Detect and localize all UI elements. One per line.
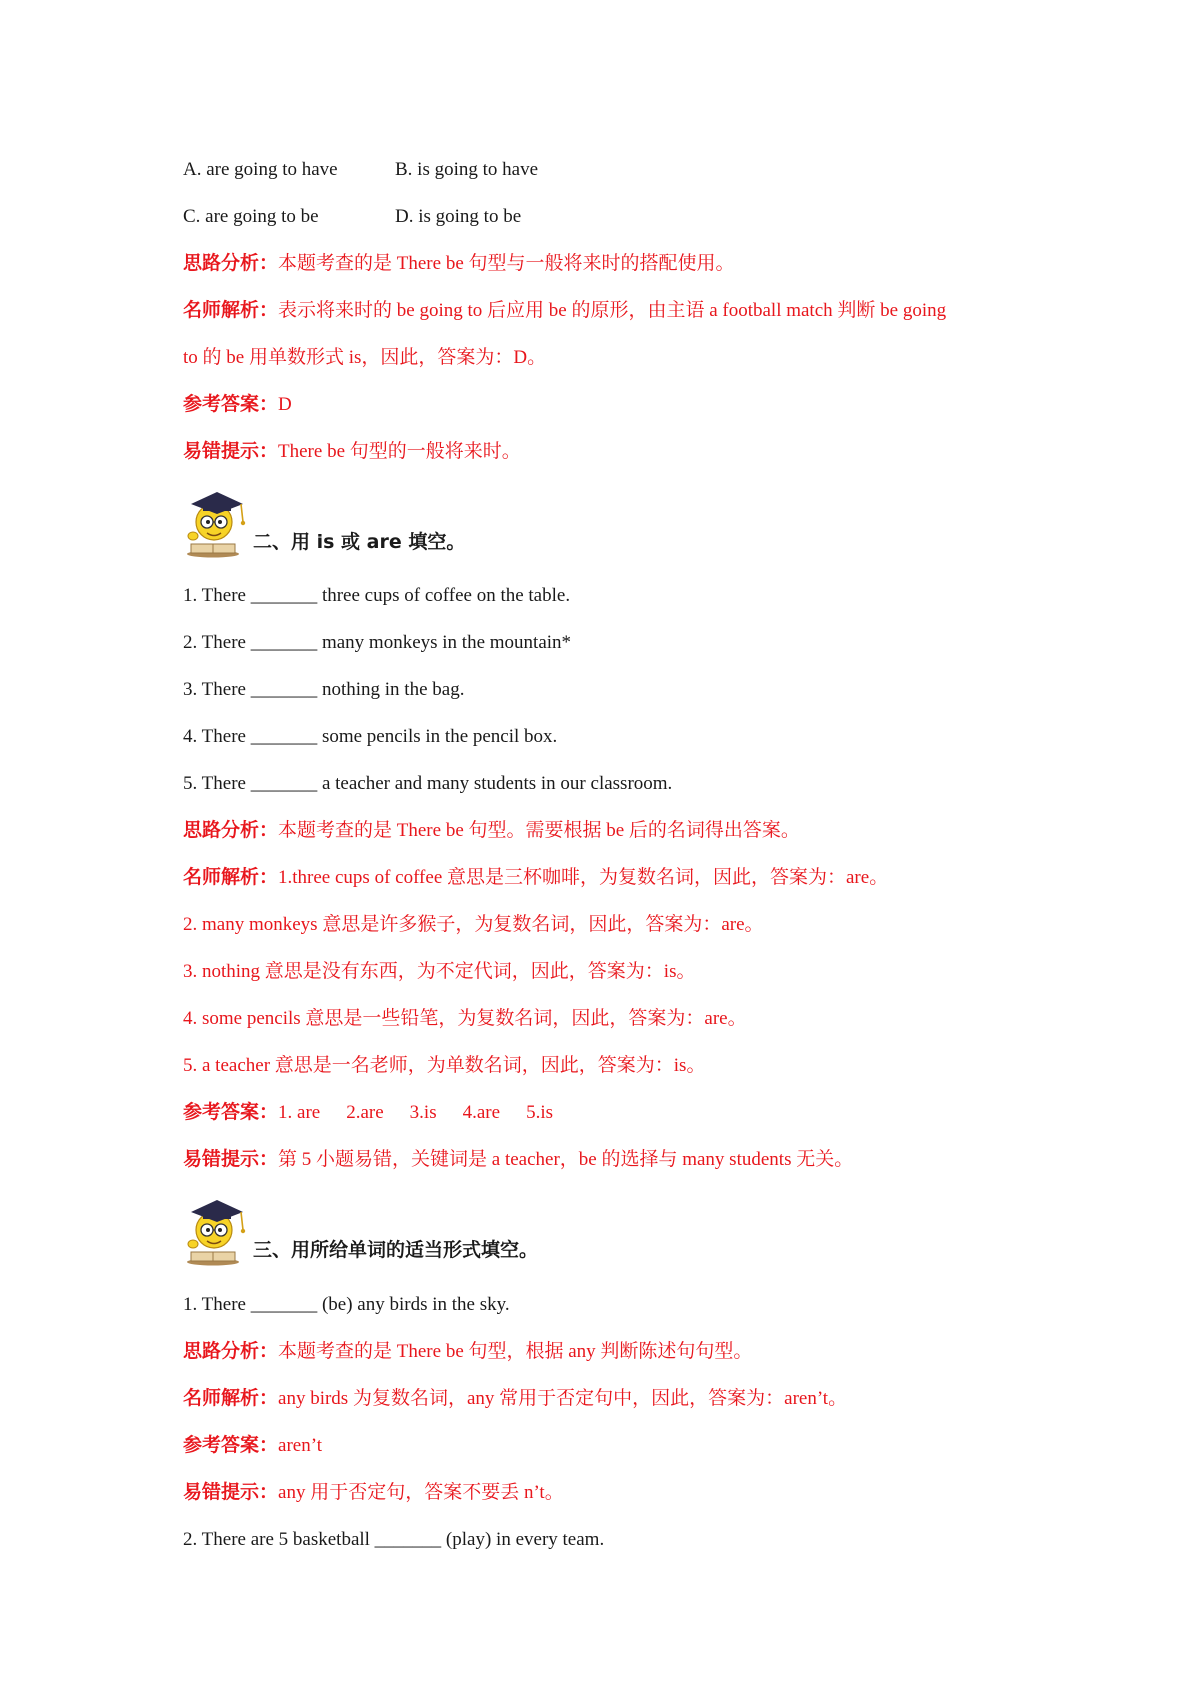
- teacher-line-4: 4. some pencils 意思是一些铅笔，为复数名词，因此，答案为：are。: [183, 1008, 747, 1029]
- option-row-ab: [183, 158, 538, 182]
- section2-question-3: 3. There _______ nothing in the bag.: [183, 679, 465, 700]
- option-b: B. is going to have: [395, 159, 539, 180]
- section3-title: 三、用所给单词的适当形式填空。: [253, 1239, 539, 1261]
- answer-text: aren’t: [278, 1435, 322, 1456]
- analysis-label: 思路分析：: [183, 253, 279, 274]
- answer-label: 参考答案：: [183, 394, 279, 415]
- teacher-label: 名师解析：: [183, 1388, 279, 1409]
- section2-question-1: 1. There _______ three cups of coffee on the table.: [183, 585, 571, 606]
- section2-question-5: 5. There _______ a teacher and many students in our classroom.: [183, 773, 673, 794]
- analysis-line: [183, 252, 735, 276]
- teacher-label: 名师解析：: [183, 300, 279, 321]
- teacher-line-2: 2. many monkeys 意思是许多猴子，为复数名词，因此，答案为：are。: [183, 914, 764, 935]
- section2-question-2: 2. There _______ many monkeys in the mountain*: [183, 632, 572, 653]
- section3-teacher-line: [183, 1387, 847, 1411]
- answer-2: 2.are: [346, 1102, 384, 1123]
- answer-label: 参考答案：: [183, 1435, 279, 1456]
- scholar-mascot-icon: [183, 1192, 251, 1266]
- section2-analysis-line: [183, 819, 800, 843]
- teacher-text-1: 表示将来时的 be going to 后应用 be 的原形，由主语 a football match 判断 be going: [278, 300, 947, 321]
- teacher-line-3: 3. nothing 意思是没有东西，为不定代词，因此，答案为：is。: [183, 961, 696, 982]
- section2-heading: [183, 484, 683, 558]
- answer-label: 参考答案：: [183, 1102, 279, 1123]
- tip-text: any 用于否定句，答案不要丢 n’t。: [278, 1482, 564, 1503]
- option-d: D. is going to be: [395, 206, 522, 227]
- teacher-label: 名师解析：: [183, 867, 279, 888]
- answer-5: 5.is: [526, 1102, 553, 1123]
- section3-tip-line: [183, 1481, 564, 1505]
- tip-label: 易错提示：: [183, 441, 279, 462]
- section2-title: 二、用 is 或 are 填空。: [253, 531, 466, 553]
- tip-line: [183, 440, 521, 464]
- analysis-label: 思路分析：: [183, 820, 279, 841]
- analysis-text: 本题考查的是 There be 句型，根据 any 判断陈述句句型。: [278, 1341, 753, 1362]
- teacher-line-5: 5. a teacher 意思是一名老师，为单数名词，因此，答案为：is。: [183, 1055, 706, 1076]
- tip-label: 易错提示：: [183, 1482, 279, 1503]
- teacher-text: any birds 为复数名词，any 常用于否定句中，因此，答案为：aren’t。: [278, 1388, 848, 1409]
- section3-question-2: 2. There are 5 basketball _______ (play) in every team.: [183, 1529, 605, 1550]
- option-row-cd: [183, 205, 521, 229]
- section3-question-1: 1. There _______ (be) any birds in the sky.: [183, 1294, 510, 1315]
- answer-4: 4.are: [462, 1102, 501, 1123]
- section3-heading: [183, 1192, 683, 1266]
- tip-label: 易错提示：: [183, 1149, 279, 1170]
- teacher-line-1: 1.three cups of coffee 意思是三杯咖啡，为复数名词，因此，答案为：are。: [278, 867, 889, 888]
- answer-text: D: [278, 394, 292, 415]
- tip-text: 第 5 小题易错，关键词是 a teacher，be 的选择与 many students 无关。: [278, 1149, 854, 1170]
- analysis-text: 本题考查的是 There be 句型。需要根据 be 后的名词得出答案。: [278, 820, 800, 841]
- section2-answer-line: [183, 1101, 553, 1125]
- option-a: A. are going to have: [183, 159, 338, 180]
- teacher-line: [183, 299, 946, 323]
- answer-3: 3.is: [409, 1102, 437, 1123]
- answer-line: [183, 393, 292, 417]
- scholar-mascot-icon: [183, 484, 251, 558]
- teacher-text-2: to 的 be 用单数形式 is，因此，答案为：D。: [183, 347, 547, 368]
- tip-text: There be 句型的一般将来时。: [278, 441, 521, 462]
- analysis-text: 本题考查的是 There be 句型与一般将来时的搭配使用。: [278, 253, 735, 274]
- section3-analysis-line: [183, 1340, 752, 1364]
- answer-1: 1. are: [278, 1102, 321, 1123]
- analysis-label: 思路分析：: [183, 1341, 279, 1362]
- section3-answer-line: [183, 1434, 322, 1458]
- section2-tip-line: [183, 1148, 853, 1172]
- option-c: C. are going to be: [183, 206, 319, 227]
- section2-teacher-line: [183, 866, 888, 890]
- section2-question-4: 4. There _______ some pencils in the pencil box.: [183, 726, 558, 747]
